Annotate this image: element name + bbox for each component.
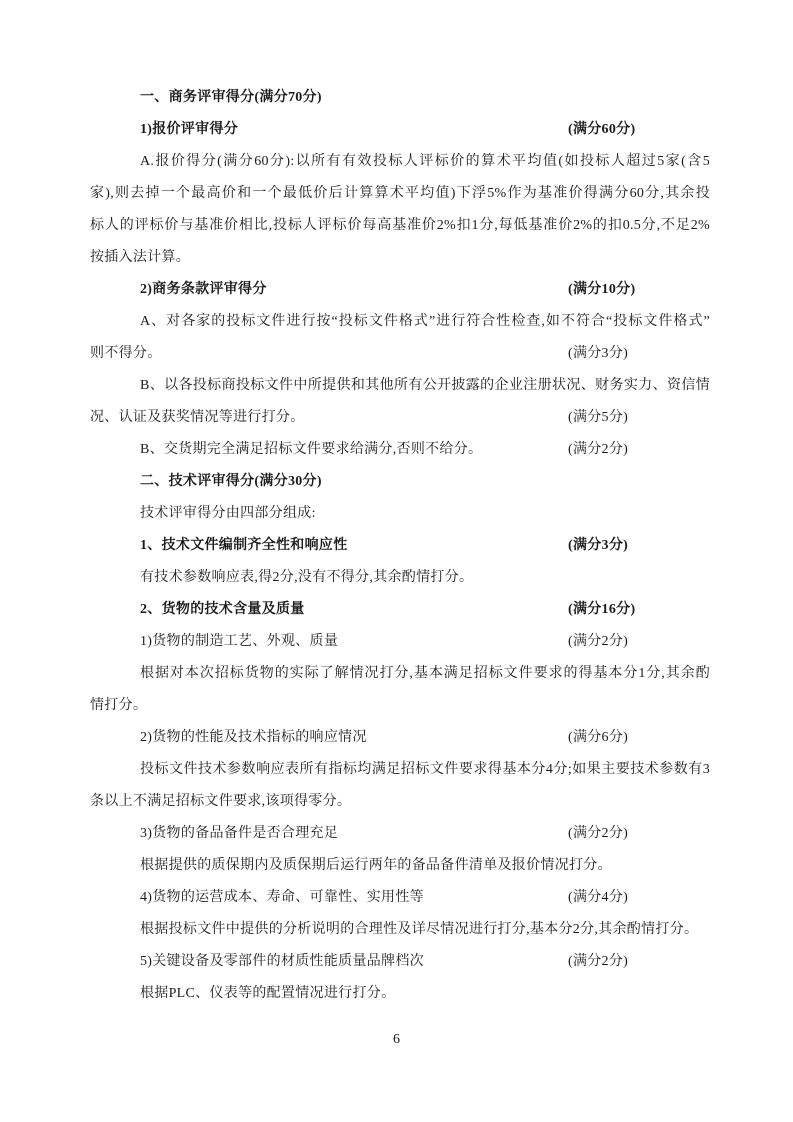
line-text: 4)货物的运营成本、寿命、可靠性、实用性等: [140, 890, 424, 905]
line-text: 2)货物的性能及技术指标的响应情况: [140, 730, 367, 745]
document-line: [90, 786, 710, 818]
document-line: [90, 466, 710, 498]
score-label: (满分10分): [568, 282, 636, 297]
document-line: [90, 722, 710, 754]
document-line: [90, 82, 710, 114]
line-text: 则不得分。: [90, 346, 162, 361]
document-line: [90, 754, 710, 786]
document-line: [90, 498, 710, 530]
document-line: [90, 562, 710, 594]
score-label: (满分3分): [568, 538, 629, 553]
line-text: 按插入法计算。: [90, 250, 191, 265]
document-line: [90, 338, 710, 370]
score-label: (满分4分): [568, 890, 629, 905]
line-text: B、以各投标商投标文件中所提供和其他所有公开披露的企业注册状况、财务实力、资信情: [140, 378, 710, 393]
document-line: [90, 242, 710, 274]
document-line: [90, 850, 710, 882]
line-text: 况、认证及获奖情况等进行打分。: [90, 410, 305, 425]
line-text: 投标文件技术参数响应表所有指标均满足招标文件要求得基本分4分;如果主要技术参数有3: [140, 762, 710, 777]
document-line: [90, 178, 710, 210]
score-label: (满分2分): [568, 954, 629, 969]
score-label: (满分6分): [568, 730, 629, 745]
line-text: 根据对本次招标货物的实际了解情况打分,基本满足招标文件要求的得基本分1分,其余酌: [140, 666, 710, 681]
line-text: 一、商务评审得分(满分70分): [140, 90, 322, 105]
page-number: 6: [393, 1032, 400, 1047]
score-label: (满分3分): [568, 346, 629, 361]
line-text: 家),则去掉一个最高价和一个最低价后计算算术平均值)下浮5%作为基准价得满分60分,其余投: [90, 186, 710, 201]
document-line: [90, 306, 710, 338]
line-text: 1)货物的制造工艺、外观、质量: [140, 634, 339, 649]
line-text: 3)货物的备品备件是否合理充足: [140, 826, 339, 841]
document-line: [90, 882, 710, 914]
score-label: (满分2分): [568, 634, 629, 649]
line-text: B、交货期完全满足招标文件要求给满分,否则不给分。: [140, 442, 483, 457]
document-line: [90, 274, 710, 306]
document-line: [90, 530, 710, 562]
document-line: [90, 626, 710, 658]
line-text: 技术评审得分由四部分组成:: [140, 506, 316, 521]
document-line: [90, 818, 710, 850]
score-label: (满分5分): [568, 410, 629, 425]
line-text: 1、技术文件编制齐全性和响应性: [140, 538, 348, 553]
document-line: [90, 594, 710, 626]
document-line: [90, 946, 710, 978]
document-line: [90, 658, 710, 690]
score-label: (满分2分): [568, 442, 629, 457]
score-label: (满分60分): [568, 122, 636, 137]
line-text: 5)关键设备及零部件的材质性能质量品牌档次: [140, 954, 424, 969]
line-text: 有技术参数响应表,得2分,没有不得分,其余酌情打分。: [140, 570, 474, 585]
document-line: [90, 402, 710, 434]
line-text: 根据提供的质保期内及质保期后运行两年的备品备件清单及报价情况打分。: [140, 858, 612, 873]
document-line: [90, 210, 710, 242]
document-line: [90, 146, 710, 178]
line-text: 标人的评标价与基准价相比,投标人评标价每高基准价2%扣1分,每低基准价2%的扣0.5分,不足2%: [90, 218, 710, 233]
document-line: [90, 690, 710, 722]
line-text: A.报价得分(满分60分):以所有有效投标人评标价的算术平均值(如投标人超过5家(含5: [140, 154, 710, 169]
document-line: [90, 370, 710, 402]
line-text: 根据PLC、仪表等的配置情况进行打分。: [140, 986, 396, 1001]
line-text: 根据投标文件中提供的分析说明的合理性及详尽情况进行打分,基本分2分,其余酌情打分。: [140, 922, 699, 937]
line-text: 情打分。: [90, 698, 148, 713]
line-text: 2)商务条款评审得分: [140, 282, 267, 297]
score-label: (满分16分): [568, 602, 636, 617]
document-line: [90, 434, 710, 466]
line-text: 二、技术评审得分(满分30分): [140, 474, 322, 489]
score-label: (满分2分): [568, 826, 629, 841]
line-text: A、对各家的投标文件进行按“投标文件格式”进行符合性检查,如不符合“投标文件格式”: [140, 314, 710, 329]
line-text: 1)报价评审得分: [140, 122, 239, 137]
document-line: [90, 978, 710, 1010]
line-text: 2、货物的技术含量及质量: [140, 602, 305, 617]
document-line: [90, 114, 710, 146]
line-text: 条以上不满足招标文件要求,该项得零分。: [90, 794, 352, 809]
document-body: [90, 82, 710, 1010]
document-line: [90, 914, 710, 946]
